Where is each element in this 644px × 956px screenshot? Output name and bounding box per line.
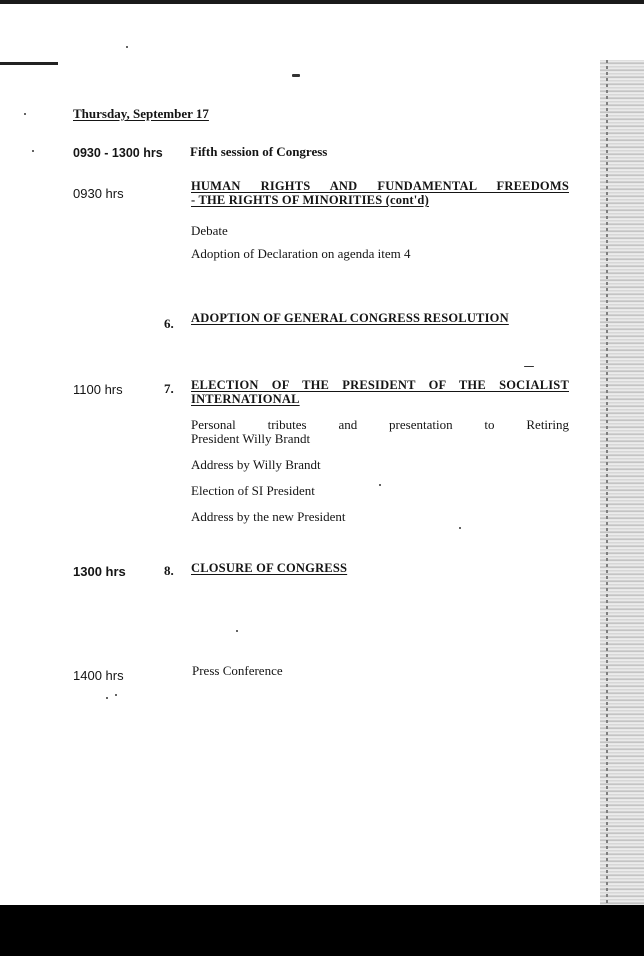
agenda-time-1100: 1100 hrs (73, 382, 123, 397)
agenda-item-tributes-line1: Personal tributes and presentation to Retiring (191, 417, 569, 432)
agenda-item-address-new-president: Address by the new President (191, 509, 346, 524)
scan-speck (126, 46, 128, 48)
scan-speck (32, 150, 34, 152)
scan-speck (106, 697, 108, 699)
day-heading: Thursday, September 17 (73, 106, 209, 121)
scan-top-edge (0, 0, 644, 4)
agenda-heading-election-line2: INTERNATIONAL (191, 392, 300, 406)
agenda-item-debate: Debate (191, 223, 228, 238)
agenda-heading-closure: CLOSURE OF CONGRESS (191, 561, 348, 575)
agenda-time-1400: 1400 hrs (73, 668, 124, 683)
scan-speck (379, 484, 381, 486)
scan-bottom-edge (0, 905, 644, 956)
scan-speck (236, 630, 238, 632)
agenda-time-1300: 1300 hrs (73, 564, 126, 579)
agenda-number-6: 6. (164, 316, 174, 331)
scan-left-mark (0, 62, 58, 65)
session-time: 0930 - 1300 hrs (73, 146, 163, 160)
session-title: Fifth session of Congress (190, 144, 328, 159)
scan-speck (292, 74, 300, 77)
agenda-item-address-brandt: Address by Willy Brandt (191, 457, 321, 472)
agenda-number-7: 7. (164, 381, 174, 396)
agenda-heading-human-rights-line2: - THE RIGHTS OF MINORITIES (cont'd) (191, 193, 429, 207)
scan-speck (524, 366, 534, 367)
agenda-item-press-conference: Press Conference (192, 663, 283, 678)
agenda-number-8: 8. (164, 563, 174, 578)
agenda-item-tributes-line2: President Willy Brandt (191, 431, 311, 446)
scan-speck (24, 113, 26, 115)
scan-speck (115, 694, 117, 696)
agenda-time-0930: 0930 hrs (73, 186, 124, 201)
scan-speck (459, 527, 461, 529)
scan-right-edge (600, 60, 644, 906)
agenda-item-adoption-declaration: Adoption of Declaration on agenda item 4 (191, 246, 411, 261)
agenda-heading-human-rights-line1: HUMAN RIGHTS AND FUNDAMENTAL FREEDOMS (191, 179, 569, 193)
agenda-item-election-si-president: Election of SI President (191, 483, 315, 498)
agenda-heading-election-line1: ELECTION OF THE PRESIDENT OF THE SOCIALIST (191, 378, 569, 392)
agenda-heading-general-resolution: ADOPTION OF GENERAL CONGRESS RESOLUTION (191, 311, 509, 325)
